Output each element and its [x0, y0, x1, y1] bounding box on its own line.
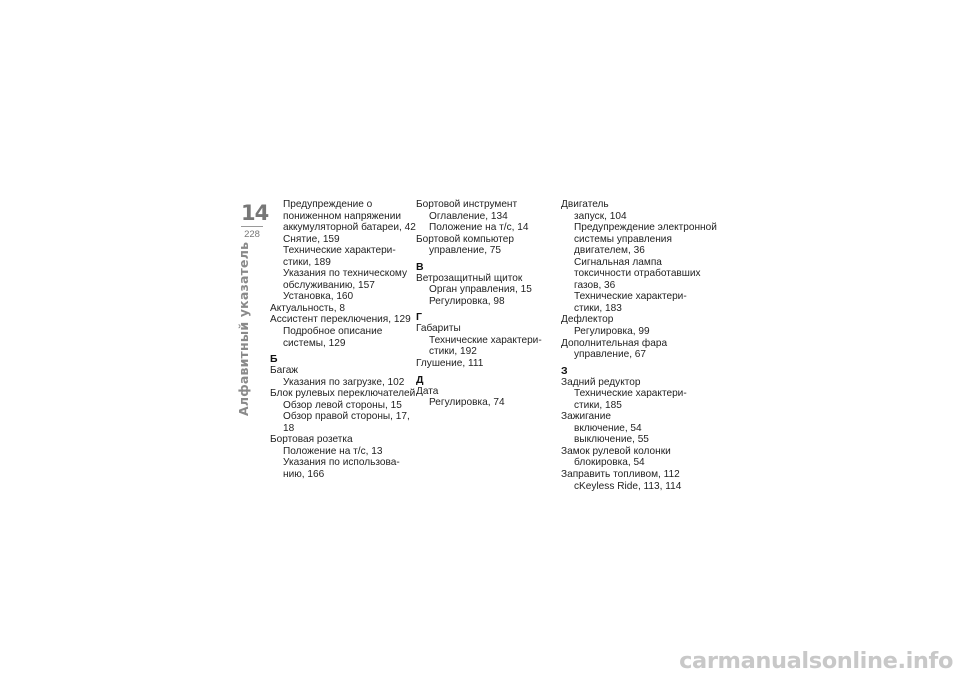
index-entry: Актуальность, 8: [270, 302, 346, 314]
index-subentry: пониженном напряжении: [283, 210, 402, 222]
index-column-3: [561, 199, 717, 492]
index-subentry: Положение на т/с, 13: [283, 445, 383, 457]
index-letter-heading: Д: [416, 373, 424, 386]
index-subentry: Обзор правой стороны, 17,: [283, 411, 410, 423]
index-subentry: Указания по использова-: [283, 457, 400, 469]
chapter-tab: [241, 201, 269, 240]
index-subentry: управление, 67: [574, 349, 647, 361]
index-subentry: системы, 129: [283, 337, 346, 349]
index-subentry: Положение на т/с, 14: [429, 222, 529, 234]
index-entry: Заправить топливом, 112: [561, 469, 680, 481]
index-entry: Дополнительная фара: [561, 337, 668, 349]
chapter-number: 14: [241, 201, 269, 225]
index-subentry: выключение, 55: [574, 434, 649, 446]
index-subentry: стики, 183: [574, 302, 622, 314]
index-letter-heading: В: [416, 260, 424, 273]
index-subentry: cKeyless Ride, 113, 114: [574, 480, 682, 492]
index-subentry: обслуживанию, 157: [283, 279, 375, 291]
index-column-1: [270, 199, 416, 481]
index-entry: Бортовой инструмент: [416, 199, 518, 210]
index-subentry: Предупреждение электронной: [574, 222, 717, 234]
index-subentry: Технические характери-: [574, 388, 687, 400]
section-title-vertical: Алфавитный указатель: [236, 241, 251, 416]
index-entry: Ветрозащитный щиток: [416, 272, 523, 284]
index-subentry: стики, 185: [574, 399, 622, 411]
chapter-divider: [241, 226, 263, 227]
index-subentry: запуск, 104: [574, 210, 627, 222]
index-subentry: стики, 192: [429, 346, 477, 358]
index-entry: Замок рулевой колонки: [561, 445, 671, 457]
index-subentry: Предупреждение о: [283, 199, 373, 210]
index-entry: Бортовая розетка: [270, 434, 353, 446]
index-entry: Ассистент переключения, 129: [270, 314, 411, 326]
index-subentry: Орган управления, 15: [429, 284, 532, 296]
index-subentry: Указания по загрузке, 102: [283, 376, 405, 388]
index-subentry: системы управления: [574, 233, 672, 245]
index-entry: Зажигание: [561, 411, 612, 423]
index-subentry: Регулировка, 99: [574, 326, 650, 338]
page-number: 228: [244, 229, 260, 240]
index-entry: Бортовой компьютер: [416, 233, 514, 245]
index-subentry: Технические характери-: [283, 245, 396, 257]
index-subentry: Сигнальная лампа: [574, 256, 662, 268]
index-entry: Двигатель: [561, 199, 609, 210]
index-letter-heading: Б: [270, 353, 278, 366]
index-subentry: нию, 166: [283, 469, 325, 481]
watermark: carmanualsonline.info: [679, 648, 953, 674]
index-entry: Блок рулевых переключателей: [270, 388, 416, 400]
index-subentry: Регулировка, 98: [429, 295, 505, 307]
index-subentry: включение, 54: [574, 422, 642, 434]
index-subentry: управление, 75: [429, 245, 502, 257]
index-subentry: Регулировка, 74: [429, 397, 505, 409]
index-subentry: Подробное описание: [283, 326, 383, 338]
index-column-2: [416, 199, 556, 409]
index-subentry: Обзор левой стороны, 15: [283, 399, 402, 411]
index-subentry: Технические характери-: [574, 291, 687, 303]
index-subentry: Установка, 160: [283, 291, 354, 303]
index-entry: Дефлектор: [561, 314, 614, 326]
index-entry: Задний редуктор: [561, 376, 641, 388]
index-entry: Багаж: [270, 365, 299, 377]
index-subentry: Технические характери-: [429, 334, 542, 346]
index-subentry: аккумуляторной батареи, 42: [283, 222, 416, 234]
index-subentry: 18: [283, 422, 295, 434]
index-subentry: Указания по техническому: [283, 268, 408, 280]
index-subentry: Оглавление, 134: [429, 210, 508, 222]
index-entry: Глушение, 111: [416, 358, 484, 370]
index-entry: Габариты: [416, 323, 461, 335]
index-subentry: блокировка, 54: [574, 457, 645, 469]
index-subentry: Снятие, 159: [283, 233, 340, 245]
index-letter-heading: З: [561, 364, 568, 377]
index-entry: Дата: [416, 385, 439, 397]
index-subentry: двигателем, 36: [574, 245, 645, 257]
index-letter-heading: Г: [416, 311, 422, 324]
index-subentry: газов, 36: [574, 279, 616, 291]
index-subentry: стики, 189: [283, 256, 331, 268]
index-subentry: токсичности отработавших: [574, 268, 701, 280]
